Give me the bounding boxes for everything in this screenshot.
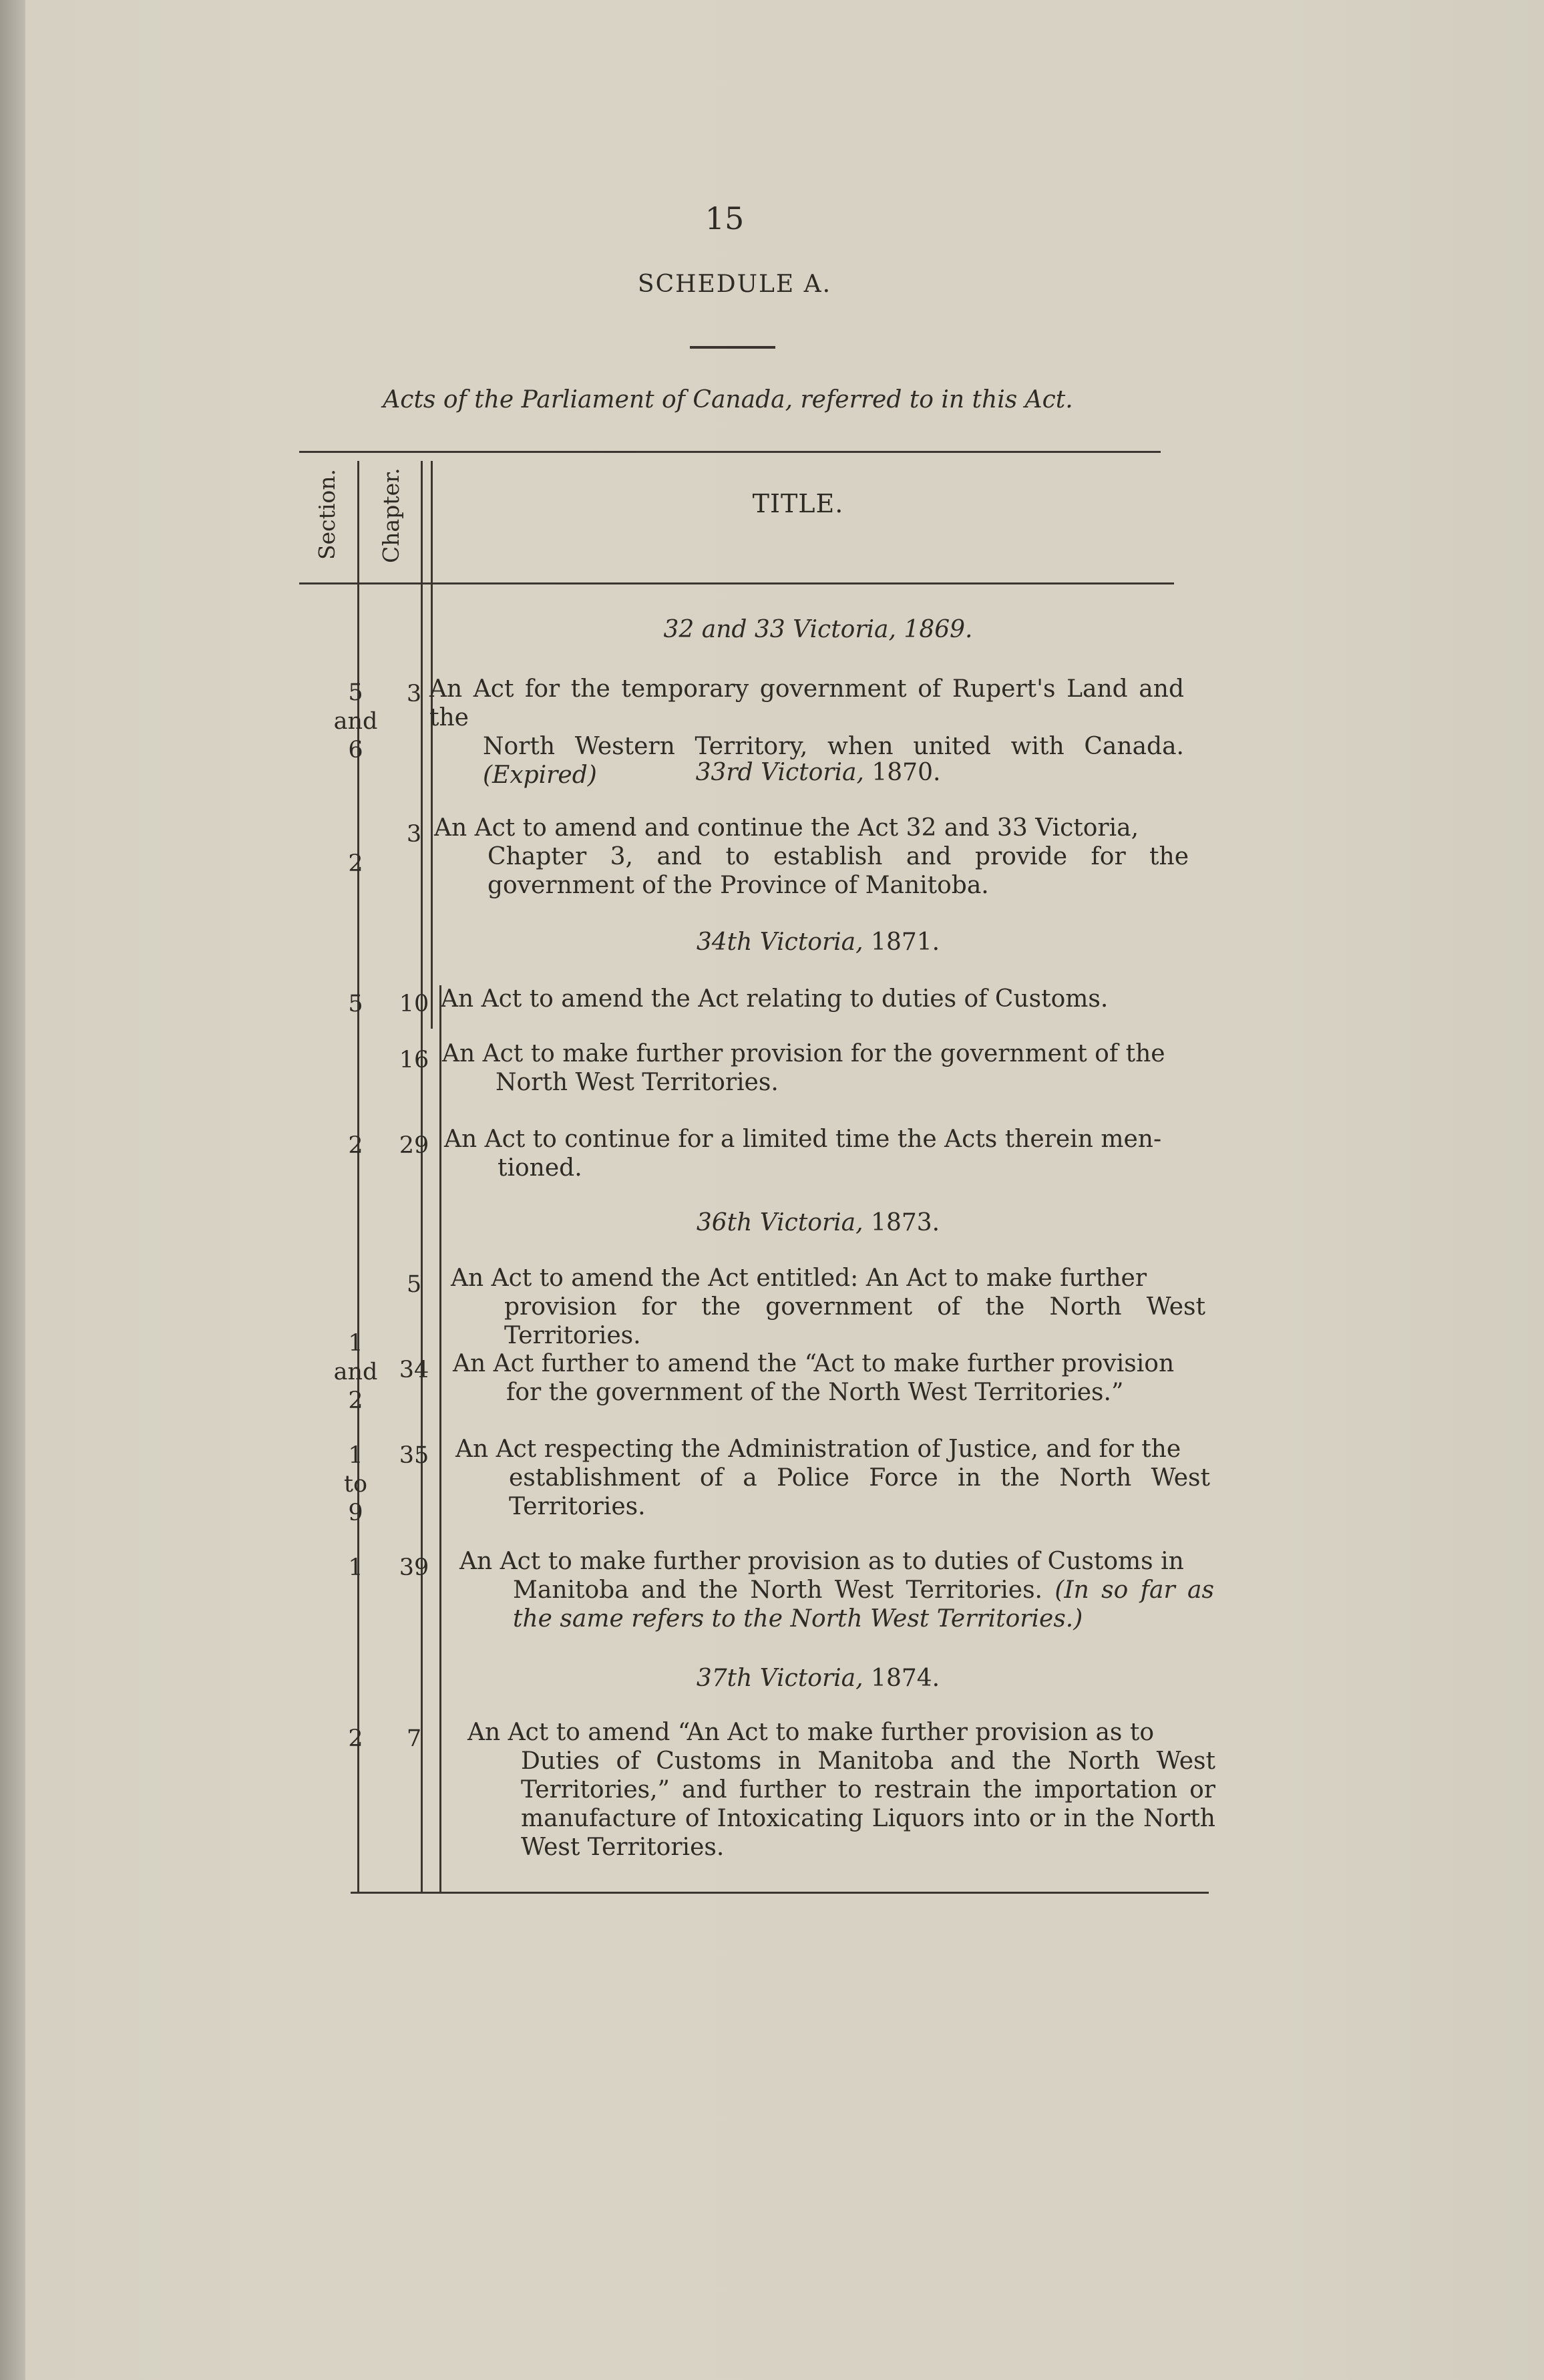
act-title: An Act respecting the Administration of Justice, and for the establishment of a Police Force in the North West Territories.	[455, 1435, 1210, 1520]
year-heading-1873: 36th Victoria, 1873.	[696, 1209, 940, 1236]
year-heading-1869: 32 and 33 Victoria, 1869.	[663, 616, 973, 643]
title-column-divider-lower	[439, 985, 441, 1892]
act-title: An Act further to amend the “Act to make further provision for the government of the North West Territories.”	[453, 1350, 1175, 1406]
section-cell: 2	[348, 850, 363, 877]
heading-rule	[690, 346, 775, 349]
chapter-cell: 3	[406, 681, 422, 707]
chapter-column-header: Chapter.	[378, 468, 404, 563]
act-title: An Act to make further provision as to duties of Customs in Manitoba and the North West Territories. (In so far as the same refers to the North West Territories.)	[459, 1548, 1214, 1633]
chapter-cell: 39	[399, 1554, 429, 1581]
chapter-column-divider	[421, 461, 423, 1892]
chapter-cell: 16	[399, 1047, 429, 1073]
chapter-cell: 5	[406, 1271, 422, 1298]
chapter-cell: 29	[399, 1132, 429, 1159]
act-title: An Act to amend the Act relating to duties of Customs.	[441, 985, 1109, 1013]
section-cell: 1	[348, 1554, 363, 1581]
year-heading-1871: 34th Victoria, 1871.	[696, 928, 940, 956]
section-column-divider	[357, 461, 359, 1892]
year-heading-1874: 37th Victoria, 1874.	[696, 1665, 940, 1692]
chapter-cell: 35	[399, 1442, 429, 1469]
schedule-heading: SCHEDULE A.	[637, 271, 832, 298]
section-cell: 5 and 6	[333, 679, 378, 763]
act-title: An Act to amend the Act entitled: An Act to make further provision for the government of the North West Territories.	[451, 1264, 1205, 1349]
section-cell: 5	[348, 991, 363, 1017]
section-cell: 2	[348, 1132, 363, 1159]
table-bottom-rule	[351, 1892, 1209, 1894]
chapter-cell: 3	[406, 821, 422, 848]
act-title: An Act to make further provision for the government of the North West Territories.	[442, 1040, 1165, 1096]
section-cell: 1 to 9	[343, 1442, 368, 1526]
section-cell: 2	[348, 1725, 363, 1752]
act-title: An Act to continue for a limited time the Acts therein men- tioned.	[444, 1126, 1162, 1182]
act-title: An Act to amend and continue the Act 32 and 33 Victoria, Chapter 3, and to establish and provide for the government of the Province of Manitoba.	[434, 814, 1189, 899]
section-column-header: Section.	[314, 468, 340, 560]
act-title: An Act for the temporary government of Rupert's Land and the North Western Territory, when united with Canada. (Expired)	[429, 675, 1184, 789]
year-heading-1870: 33rd Victoria, 1870.	[695, 759, 941, 786]
title-column-header: TITLE.	[752, 489, 844, 518]
chapter-cell: 10	[399, 991, 429, 1017]
section-cell: 1 and 2	[333, 1330, 378, 1414]
act-title: An Act to amend “An Act to make further provision as to Duties of Customs in Manitoba and the North West Territories,” and further to restrain the importation or manufacture of Intoxicating Liquors into or in the North West Territories.	[467, 1719, 1215, 1861]
chapter-cell: 7	[406, 1725, 422, 1752]
schedule-subtitle: Acts of the Parliament of Canada, referred to in this Act.	[383, 386, 1073, 413]
table-top-rule	[299, 451, 1161, 453]
binding-gutter	[0, 0, 25, 2380]
chapter-cell: 34	[399, 1357, 429, 1383]
page-number: 15	[705, 200, 745, 236]
